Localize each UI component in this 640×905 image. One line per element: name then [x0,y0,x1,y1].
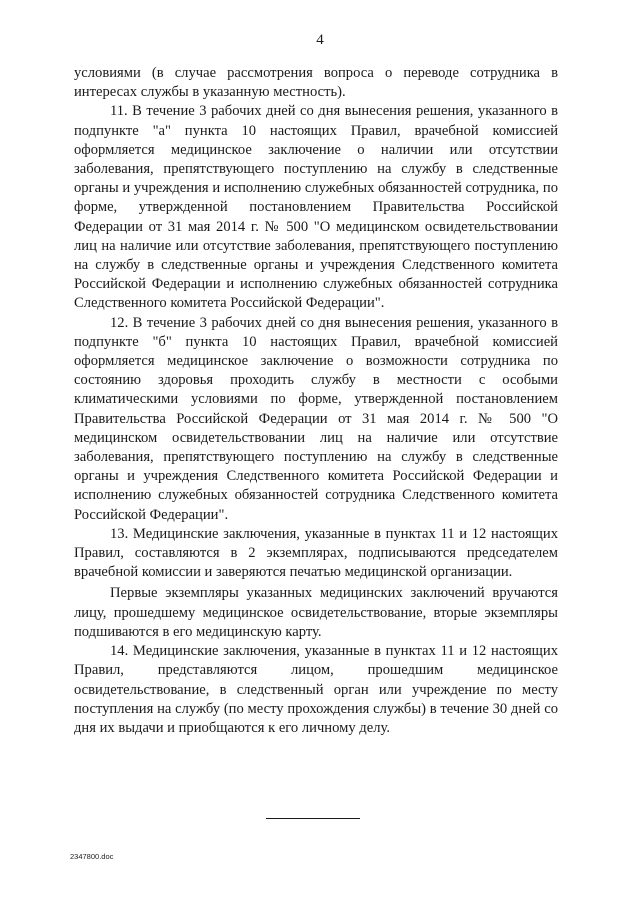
paragraph-copies: Первые экземпляры указанных медицинских заключений вручаются лицу, прошедшему медицинское освидетельствование, вторые экземпляры подшиваются в его медицинскую карту. [74,585,558,640]
paragraph-continuation: условиями (в случае рассмотрения вопроса о переводе сотрудника в интересах службы в указанную местность). [74,65,558,101]
end-separator-line [266,818,360,819]
paragraph-item-12: 12. В течение 3 рабочих дней со дня вынесения решения, указанного в подпункте "б" пункта 10 настоящих Правил, врачебной комиссией оформляется медицинское заключение о возможности сотрудника по состоянию здоровья проходить службу в местности с особыми климатическими условиями по форме, утвержденной постановлением Правительства Российской Федерации от 31 мая 2014 г. № 500 "О медицинском освидетельствовании лиц на наличие или отсутствие заболевания, препятствующего поступлению на службу в следственные органы и учреждения Следственного комитета Российской Федерации и исполнению служебных обязанностей сотрудника Следственного комитета Российской Федерации". [74,314,558,523]
paragraph-item-11: 11. В течение 3 рабочих дней со дня вынесения решения, указанного в подпункте "а" пункта 10 настоящих Правил, врачебной комиссией оформляется медицинское заключение о наличии или отсутствии заболевания, препятствующего поступлению на службу в следственные органы и учреждения и исполнению служебных обязанностей сотрудника, по форме, утвержденной постановлением Правительства Российской Федерации от 31 мая 2014 г. № 500 "О медицинском освидетельствовании лиц на наличие или отсутствие заболевания, препятствующего поступлению на службу в следственные органы и учреждения Следственного комитета Российской Федерации и исполнению служебных обязанностей сотрудника Следственного комитета Российской Федерации". [74,103,558,312]
paragraph-item-13: 13. Медицинские заключения, указанные в пунктах 11 и 12 настоящих Правил, составляются в 2 экземплярах, подписываются председателем врачебной комиссии и заверяются печатью медицинской организации. [74,525,558,581]
page-number: 4 [316,32,324,48]
paragraph-item-14: 14. Медицинские заключения, указанные в пунктах 11 и 12 настоящих Правил, представляются лицом, прошедшим медицинское освидетельствование, в следственный орган или учреждение по месту поступления на службу (по месту прохождения службы) в течение 30 дней со дня их выдачи и приобщаются к его личному делу. [74,643,558,736]
footer-document-code: 2347800.doc [70,852,114,861]
document-body [74,64,558,738]
